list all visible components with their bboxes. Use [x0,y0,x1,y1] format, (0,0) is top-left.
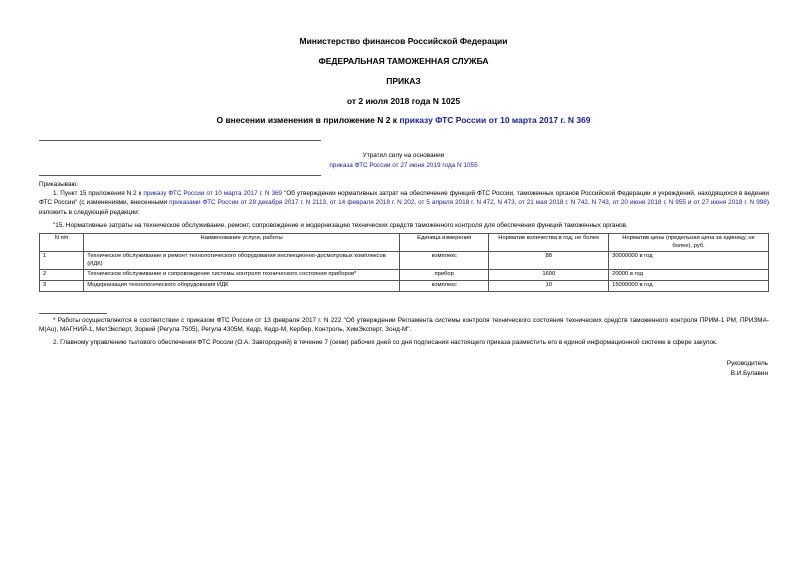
row-name: Модернизация технологического оборудования ИДК [84,280,400,291]
p1-link-order369[interactable]: приказу ФТС России от 10 марта 2017 г. N 369 [143,190,283,197]
row-unit: комплекс [399,280,488,291]
p1-text-b: "Об утверждении нормативных затрат на обеспечение функций ФТС России, таможенных органов Российской Федерации и учреждений, находящихся в ведении ФТС России" (с изменениями, внесенными [39,190,769,207]
separator-line [39,140,321,141]
header-unit: Единица измерения [399,234,488,252]
paragraph-1 [39,189,769,217]
row-num: 1 [40,252,84,270]
doc-type: ПРИКАЗ [386,76,421,86]
notice-line2 [0,161,807,170]
row-qty: 1600 [489,270,609,281]
header-name: Наименование услуги, работы [84,234,400,252]
subject-prefix: О внесении изменения в приложение N 2 к [216,115,400,125]
row-name: Техническое обслуживание и сопровождение системы контроля технического состояния приборов* [84,270,400,281]
doc-subject [0,115,807,125]
row-num: 2 [40,270,84,281]
header-qty: Норматив количества в год, не более [489,234,609,252]
header-num: N п/п [40,234,84,252]
ministry-title: Министерство финансов Российской Федерации [299,36,508,46]
p1-link-amendments[interactable]: приказами ФТС России от 28 декабря 2017 г. N 2113, от 14 февраля 2018 г. N 202, от 5 апреля 2018 г. N 472, N 473, от 21 мая 2018 г. N 742, N 743, от 20 июня 2018 г. N 955 и от 27 июня 2018 г. N 998 [169,199,767,207]
separator-line [39,175,321,176]
table-row [40,252,769,270]
doc-date-number: от 2 июля 2018 года N 1025 [346,96,461,106]
row-unit: комплекс [399,252,488,270]
row-unit: прибор [399,270,488,281]
p1-text-a: 1. Пункт 15 приложения N 2 к [53,190,144,197]
header-price: Норматив цены (предельная цена за единицу, не более), руб. [609,234,769,252]
paragraph-15: "15. Нормативные затраты на техническое обслуживание, ремонт, сопровождение и модернизацию технических средств таможенного контроля для обеспечения функций таможенных органов. [53,222,628,229]
table-row [40,280,769,291]
notice-line1: Утратил силу на основании [362,152,445,159]
row-name: Техническое обслуживание и ремонт технологического оборудования инспекционно-досмотровых комплексов (ИДК) [84,252,400,270]
table-row [40,270,769,281]
row-num: 3 [40,280,84,291]
row-qty: 88 [489,252,609,270]
p1-text-c: ) изложить в следующей редакции: [39,199,770,216]
service-title: ФЕДЕРАЛЬНАЯ ТАМОЖЕННАЯ СЛУЖБА [318,56,489,66]
row-price: 20000 в год [609,270,769,281]
order-word: Приказываю: [39,181,79,188]
signature-name: В.И.Булавин [730,370,768,377]
row-price: 15000000 в год [609,280,769,291]
table-header-row [40,234,769,252]
norms-table [39,233,769,292]
subject-link[interactable]: приказу ФТС России от 10 марта 2017 г. N 369 [399,115,591,125]
paragraph-2: 2. Главному управлению тылового обеспечения ФТС России (О.А. Завгородний) в течение 7 (семи) рабочих дней со дня подписания настоящего приказа разместить его в единой информационной системе в сфере закупок. [53,339,718,346]
row-qty: 10 [489,280,609,291]
signature-title: Руководитель [726,360,768,367]
row-price: 30000000 в год [609,252,769,270]
repeal-link[interactable]: приказа ФТС России от 27 июня 2019 года N 1055 [329,162,478,169]
footnote: * Работы осуществляются в соответствии с приказом ФТС России от 13 февраля 2017 г. N 222 "Об утверждении Регламента системы контроля технического состояния технических средств таможенного контроля ПРИМ-1 РМ, ПРИЗМА-М(Au), МАГНИЙ-1, МетЭксперт, Зоркий (Регула 7505), Регула 4305М, Кедр, Кедр-М, Кербер, Контроль, ХимЭксперт, Зонд-М". [39,317,769,334]
footnote-separator [39,313,107,314]
